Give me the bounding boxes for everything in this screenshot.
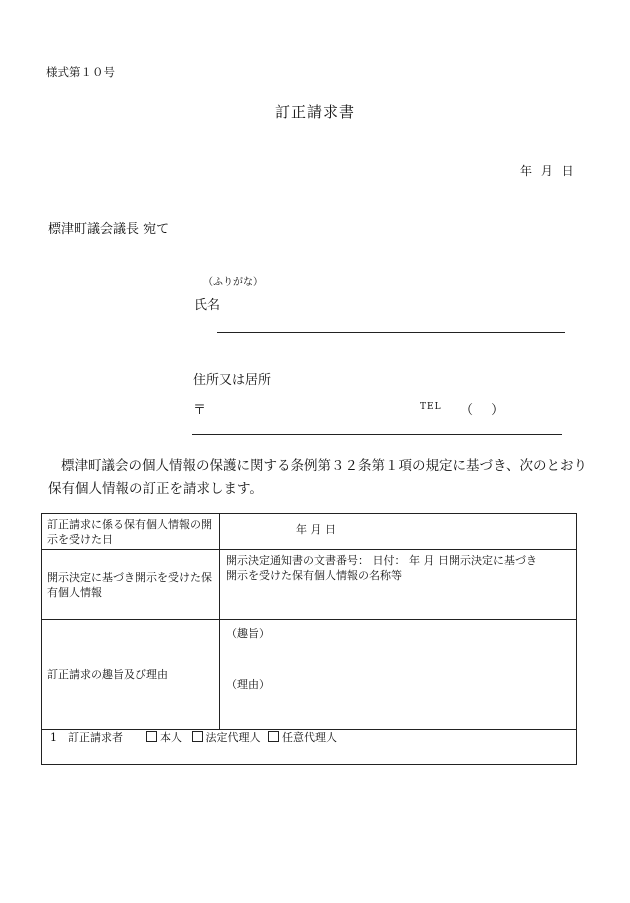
option-legal-agent: 法定代理人 <box>205 731 261 744</box>
purpose-reason-label: 訂正請求の趣旨及び理由 <box>42 620 220 730</box>
disclosed-info-line1: 開示決定通知書の文書番号： 日付： 年 月 日開示決定に基づき <box>226 554 537 567</box>
table-row <box>42 514 577 550</box>
form-number: 様式第１０号 <box>46 65 115 79</box>
table-row <box>42 620 577 730</box>
purpose-reason-field[interactable] <box>220 620 577 730</box>
disclosure-date-field[interactable]: 年 月 日 <box>220 514 577 550</box>
disclosed-info-line2: 開示を受けた保有個人情報の名称等 <box>226 569 402 582</box>
date-field[interactable]: 年 月 日 <box>520 164 574 178</box>
page-title: 訂正請求書 <box>274 103 355 121</box>
addressee: 標津町議会議長 宛て <box>48 222 170 237</box>
disclosure-date-label: 訂正請求に係る保有個人情報の開示を受けた日 <box>42 514 220 550</box>
request-details-table <box>41 513 577 765</box>
checkbox-legal-agent[interactable] <box>192 731 203 742</box>
furigana-label: （ふりがな） <box>203 277 263 288</box>
disclosed-info-label: 開示決定に基づき開示を受けた保有個人情報 <box>42 550 220 620</box>
name-field-line[interactable] <box>217 332 565 333</box>
tel-label: TEL <box>420 402 442 412</box>
checkbox-voluntary-agent[interactable] <box>268 731 279 742</box>
postal-mark: 〒 <box>193 403 207 418</box>
disclosed-info-field[interactable] <box>220 550 577 620</box>
requester-type-cell <box>42 730 577 765</box>
purpose-label: （趣旨） <box>226 627 270 640</box>
request-statement: 標津町議会の個人情報の保護に関する条例第３２条第１項の規定に基づき、次のとおり保有個人情報の訂正を請求します。 <box>48 458 587 497</box>
option-self: 本人 <box>160 731 182 744</box>
address-label: 住所又は居所 <box>193 373 272 388</box>
option-voluntary-agent: 任意代理人 <box>282 731 337 744</box>
tel-field[interactable]: （ ） <box>460 403 505 418</box>
requester-type-label: 1 訂正請求者 <box>50 731 123 744</box>
table-row <box>42 550 577 620</box>
name-label: 氏名 <box>194 298 221 313</box>
reason-label: （理由） <box>226 678 270 691</box>
checkbox-self[interactable] <box>146 731 157 742</box>
table-row <box>42 730 577 765</box>
address-field-line[interactable] <box>192 434 562 435</box>
